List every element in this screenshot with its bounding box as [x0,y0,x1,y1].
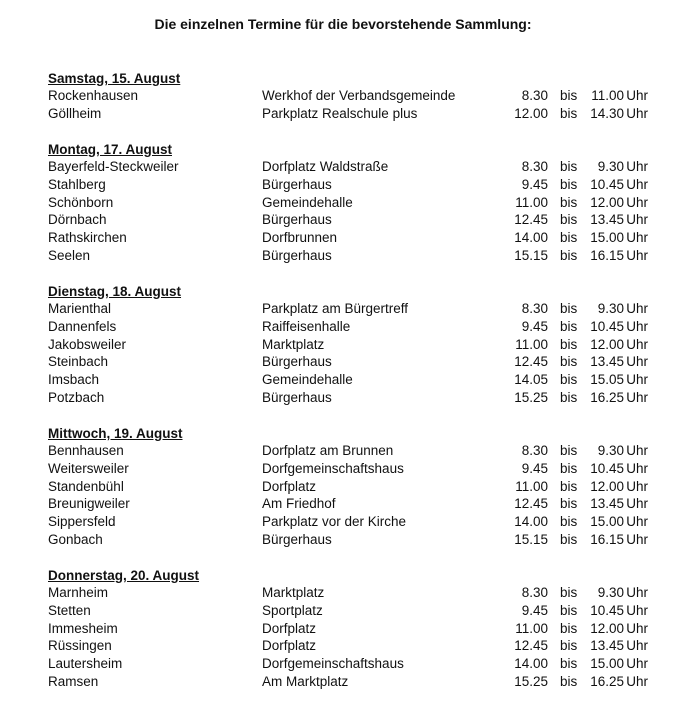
bis-label: bis [560,372,578,388]
place-name: Dannenfels [48,318,117,334]
end-time: 12.00 [590,336,624,352]
schedule-row [48,353,658,371]
schedule-row [48,371,658,389]
schedule-row [48,176,658,194]
location-name: Marktplatz [262,336,325,352]
place-name: Dörnbach [48,212,107,228]
schedule-row [48,194,658,212]
day-heading: Dienstag, 18. August [48,284,182,299]
place-name: Marienthal [48,301,112,316]
schedule-row [48,336,658,354]
uhr-label: Uhr [626,105,648,121]
schedule-row [48,87,658,105]
end-time: 14.30 [590,105,624,121]
start-time: 11.00 [515,478,548,494]
start-time: 9.45 [521,176,548,192]
end-time: 12.00 [590,194,624,210]
bis-label: bis [560,602,578,618]
location-name: Dorfplatz [262,478,317,494]
day-section [48,283,658,407]
bis-label: bis [560,212,578,228]
end-time: 9.30 [597,443,624,458]
end-time: 11.00 [591,88,624,103]
bis-label: bis [560,301,578,316]
uhr-label: Uhr [626,514,648,530]
day-section [48,425,658,549]
schedule-row [48,211,658,229]
bis-label: bis [560,656,578,672]
start-time: 14.00 [514,656,548,672]
bis-label: bis [560,443,578,458]
start-time: 12.45 [514,354,548,370]
location-name: Dorfgemeinschaftshaus [262,656,404,672]
end-time: 10.45 [590,176,624,192]
location-name: Sportplatz [262,602,323,618]
location-name: Dorfplatz [262,620,317,636]
uhr-label: Uhr [626,478,648,494]
bis-label: bis [560,673,578,689]
uhr-label: Uhr [626,638,648,654]
schedule-row [48,389,658,407]
bis-label: bis [560,638,578,654]
location-name: Gemeindehalle [262,372,353,388]
bis-label: bis [560,531,578,547]
schedule-row [48,478,658,496]
start-time: 12.45 [514,638,548,654]
uhr-label: Uhr [626,159,648,174]
place-name: Stetten [48,602,91,618]
uhr-label: Uhr [626,443,648,458]
place-name: Standenbühl [48,478,124,494]
uhr-label: Uhr [626,354,648,370]
schedule-row [48,158,658,176]
start-time: 14.00 [514,514,548,530]
place-name: Bayerfeld-Steckweiler [48,159,179,174]
place-name: Gonbach [48,531,103,547]
end-time: 13.45 [590,496,624,512]
location-name: Dorfplatz am Brunnen [262,443,394,458]
uhr-label: Uhr [626,460,648,476]
start-time: 8.30 [521,443,548,458]
place-name: Breunigweiler [48,496,130,512]
bis-label: bis [560,585,578,600]
schedule-row [48,584,658,602]
location-name: Dorfplatz Waldstraße [262,159,389,174]
bis-label: bis [560,354,578,370]
start-time: 15.25 [514,389,548,405]
place-name: Weitersweiler [48,460,129,476]
end-time: 10.45 [590,318,624,334]
uhr-label: Uhr [626,230,648,246]
schedule-row [48,318,658,336]
location-name: Parkplatz am Bürgertreff [262,301,409,316]
uhr-label: Uhr [626,620,648,636]
uhr-label: Uhr [626,212,648,228]
uhr-label: Uhr [626,531,648,547]
schedule-row [48,229,658,247]
bis-label: bis [560,620,578,636]
start-time: 8.30 [521,88,548,103]
bis-label: bis [560,514,578,530]
bis-label: bis [560,105,578,121]
end-time: 16.25 [590,673,624,689]
location-name: Dorfgemeinschaftshaus [262,460,404,476]
start-time: 15.15 [514,531,548,547]
schedule-row [48,513,658,531]
end-time: 12.00 [590,620,624,636]
end-time: 13.45 [590,212,624,228]
location-name: Bürgerhaus [262,389,332,405]
start-time: 12.45 [514,496,548,512]
location-name: Bürgerhaus [262,354,332,370]
end-time: 10.45 [590,460,624,476]
location-name: Am Friedhof [262,496,336,512]
schedule-row [48,637,658,655]
bis-label: bis [560,247,578,263]
start-time: 11.00 [515,620,548,636]
uhr-label: Uhr [626,656,648,672]
place-name: Potzbach [48,389,105,405]
schedule-row [48,460,658,478]
schedule-row [48,531,658,549]
end-time: 15.00 [590,514,624,530]
end-time: 16.25 [590,389,624,405]
place-name: Stahlberg [48,176,106,192]
schedule-row [48,620,658,638]
bis-label: bis [560,194,578,210]
location-name: Dorfplatz [262,638,317,654]
start-time: 9.45 [521,460,548,476]
uhr-label: Uhr [626,301,648,316]
schedule-row [48,495,658,513]
location-name: Parkplatz vor der Kirche [262,514,407,530]
place-name: Rüssingen [48,638,112,654]
location-name: Bürgerhaus [262,247,332,263]
uhr-label: Uhr [626,176,648,192]
location-name: Bürgerhaus [262,176,332,192]
uhr-label: Uhr [626,194,648,210]
place-name: Immesheim [48,620,118,636]
place-name: Seelen [48,247,91,263]
end-time: 13.45 [590,354,624,370]
start-time: 15.25 [514,673,548,689]
start-time: 8.30 [521,159,548,174]
uhr-label: Uhr [626,496,648,512]
location-name: Gemeindehalle [262,194,353,210]
bis-label: bis [560,159,578,174]
schedule-row [48,300,658,318]
location-name: Bürgerhaus [262,212,332,228]
end-time: 13.45 [590,638,624,654]
place-name: Rathskirchen [48,230,127,246]
place-name: Imsbach [48,372,100,388]
place-name: Rockenhausen [48,88,139,103]
end-time: 12.00 [590,478,624,494]
bis-label: bis [560,460,578,476]
location-name: Bürgerhaus [262,531,332,547]
day-heading: Mittwoch, 19. August [48,426,183,441]
end-time: 15.00 [590,230,624,246]
start-time: 14.00 [514,230,548,246]
place-name: Ramsen [48,673,99,689]
page-title: Die einzelnen Termine für die bevorstehende Sammlung: [154,16,532,32]
place-name: Jakobsweiler [48,336,127,352]
bis-label: bis [560,230,578,246]
start-time: 15.15 [514,247,548,263]
schedule-row [48,655,658,673]
end-time: 10.45 [590,602,624,618]
uhr-label: Uhr [626,336,648,352]
day-section [48,567,658,691]
start-time: 11.00 [515,194,548,210]
schedule-row [48,105,658,123]
end-time: 9.30 [597,159,624,174]
schedule-row [48,442,658,460]
bis-label: bis [560,318,578,334]
uhr-label: Uhr [626,318,648,334]
location-name: Parkplatz Realschule plus [262,105,418,121]
uhr-label: Uhr [626,602,648,618]
end-time: 16.15 [590,531,624,547]
schedule-row [48,247,658,265]
start-time: 14.05 [514,372,548,388]
start-time: 9.45 [521,318,548,334]
location-name: Raiffeisenhalle [262,318,351,334]
end-time: 9.30 [597,301,624,316]
day-heading: Donnerstag, 20. August [48,568,200,583]
uhr-label: Uhr [626,247,648,263]
start-time: 9.45 [521,602,548,618]
place-name: Schönborn [48,194,114,210]
bis-label: bis [560,389,578,405]
place-name: Bennhausen [48,443,124,458]
uhr-label: Uhr [626,389,648,405]
start-time: 8.30 [521,585,548,600]
day-section [48,141,658,265]
bis-label: bis [560,176,578,192]
uhr-label: Uhr [626,372,648,388]
location-name: Werkhof der Verbandsgemeinde [262,88,456,103]
uhr-label: Uhr [626,585,648,600]
bis-label: bis [560,478,578,494]
place-name: Steinbach [48,354,109,370]
end-time: 9.30 [597,585,624,600]
day-section [48,70,658,123]
bis-label: bis [560,496,578,512]
start-time: 11.00 [515,336,548,352]
place-name: Marnheim [48,585,109,600]
bis-label: bis [560,88,578,103]
start-time: 12.00 [514,105,548,121]
uhr-label: Uhr [626,673,648,689]
schedule-row [48,673,658,691]
place-name: Lautersheim [48,656,123,672]
end-time: 15.05 [590,372,624,388]
schedule-row [48,602,658,620]
place-name: Sippersfeld [48,514,116,530]
day-heading: Montag, 17. August [48,142,172,157]
bis-label: bis [560,336,578,352]
start-time: 12.45 [514,212,548,228]
location-name: Marktplatz [262,585,325,600]
day-heading: Samstag, 15. August [48,71,181,86]
end-time: 16.15 [590,247,624,263]
start-time: 8.30 [521,301,548,316]
end-time: 15.00 [590,656,624,672]
place-name: Göllheim [48,105,102,121]
location-name: Am Marktplatz [262,673,349,689]
location-name: Dorfbrunnen [262,230,338,246]
uhr-label: Uhr [626,88,648,103]
